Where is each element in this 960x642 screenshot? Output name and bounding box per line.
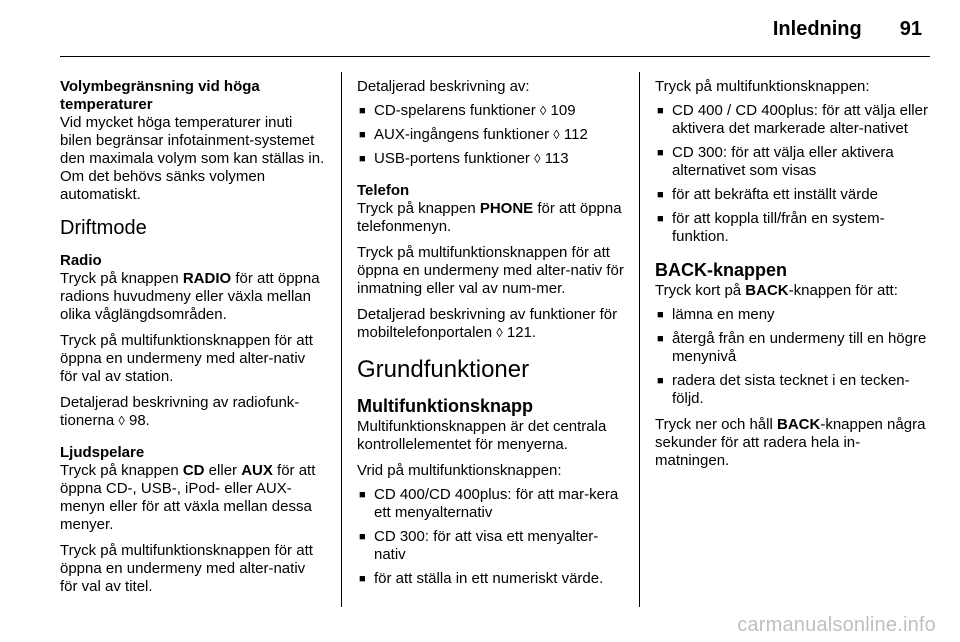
paragraph-player-2: Tryck på multifunktionsknappen för att öppna en undermeny med alter-nativ för val av titel.	[60, 542, 313, 595]
page-number: 91	[899, 18, 922, 40]
text-span: -knappen för att:	[788, 282, 898, 299]
paragraph-knob-2: Vrid på multifunktionsknappen:	[357, 462, 562, 479]
list-item: ■ CD 300: för att välja eller aktivera alternativet som visas	[655, 144, 930, 180]
key-back: BACK	[777, 416, 821, 433]
page-ref-icon: ◊	[539, 103, 547, 118]
text-span: Tryck på knappen	[60, 462, 183, 479]
text-span: Detaljerad beskrivning av radiofunk-tionerna	[60, 394, 300, 429]
column-divider-2	[639, 72, 640, 607]
knob-rotate-list	[357, 486, 625, 588]
list-item: ■ CD 400 / CD 400plus: för att välja eller aktivera det markerade alter-nativet	[655, 102, 930, 138]
list-item: ■ CD 300: för att visa ett menyalter-nativ	[357, 528, 625, 564]
page-ref-icon: ◊	[534, 151, 541, 166]
subheading-player: Ljudspelare	[60, 444, 145, 461]
list-item-text: CD-spelarens funktioner	[374, 102, 536, 119]
paragraph-phone-2: Tryck på multifunktionsknappen för att öppna en undermeny med alter-nativ för inmatning eller val av num-mer.	[357, 244, 624, 297]
page-ref-link[interactable]: 112	[563, 126, 588, 143]
subheading-radio: Radio	[60, 252, 102, 269]
page-ref-link[interactable]: 98.	[129, 412, 150, 429]
text-span: Detaljerad beskrivning av funktioner för mobiltelefonportalen	[357, 306, 618, 341]
list-item: ■ för att koppla till/från en system-funktion.	[655, 210, 930, 246]
paragraph-back-intro	[655, 282, 930, 300]
paragraph-phone-3	[357, 306, 625, 342]
paragraph-volume-limit: Vid mycket höga temperaturer inuti bilen begränsar infotainment-systemet den maximala volym som kan ställas in. Om det behövs sänks volymen automatiskt.	[60, 114, 325, 203]
list-item: ■ för att bekräfta ett inställt värde	[655, 186, 930, 204]
text-span: Tryck ner och håll	[655, 416, 777, 433]
list-item: ■ lämna en meny	[655, 306, 930, 324]
list-item-text: USB-portens funktioner	[374, 150, 530, 167]
text-span: för att öppna CD-, USB-, iPod- eller AUX-menyn eller för att växla mellan dessa menyer.	[60, 462, 316, 533]
paragraph-phone-1	[357, 200, 625, 236]
section-heading-driftmode: Driftmode	[60, 217, 147, 239]
paragraph-radio-2: Tryck på multifunktionsknappen för att öppna en undermeny med alter-nativ för val av station.	[60, 332, 313, 385]
back-list	[655, 306, 930, 408]
text-span: Tryck på knappen	[357, 200, 480, 217]
paragraph-back-hold	[655, 416, 930, 470]
knob-press-list	[655, 102, 930, 246]
list-item: ■ CD 400/CD 400plus: för att mar-kera ett menyalternativ	[357, 486, 625, 522]
list-item: ■ återgå från en undermeny till en högre menynivå	[655, 330, 930, 366]
watermark: carmanualsonline.info	[737, 614, 936, 636]
list-item: ■ radera det sista tecknet i en tecken-följd.	[655, 372, 930, 408]
text-span: eller	[204, 462, 242, 479]
page-ref-link[interactable]: 109	[550, 102, 576, 119]
list-item-text: AUX-ingångens funktioner	[374, 126, 550, 143]
paragraph-press-intro: Tryck på multifunktionsknappen:	[655, 78, 870, 95]
paragraph-details-intro: Detaljerad beskrivning av:	[357, 78, 530, 95]
list-item: ■ för att ställa in ett numeriskt värde.	[357, 570, 625, 588]
page-ref-icon: ◊	[118, 413, 125, 428]
page-title: Inledning	[772, 18, 862, 40]
column-3	[655, 78, 930, 478]
key-aux: AUX	[241, 462, 273, 479]
text-span: Tryck på knappen	[60, 270, 183, 287]
paragraph-player-1	[60, 462, 325, 534]
page-header	[773, 18, 922, 41]
key-cd: CD	[182, 462, 205, 479]
key-phone: PHONE	[479, 200, 534, 217]
subheading-multifunction-knob: Multifunktionsknapp	[357, 396, 533, 416]
subheading-back-button: BACK-knappen	[655, 260, 788, 280]
column-1	[60, 78, 325, 604]
text-span: för att öppna telefonmenyn.	[357, 200, 622, 235]
page-ref-link[interactable]: 113	[544, 150, 569, 167]
paragraph-radio-3	[60, 394, 325, 430]
chapter-heading-grundfunktioner: Grundfunktioner	[357, 356, 530, 383]
column-2	[357, 78, 625, 596]
list-item	[357, 126, 625, 144]
subheading-phone: Telefon	[357, 182, 410, 199]
page-ref-icon: ◊	[553, 127, 560, 142]
key-back: BACK	[745, 282, 789, 299]
list-item	[357, 150, 625, 168]
details-list	[357, 102, 625, 168]
paragraph-radio-1	[60, 270, 325, 324]
text-span: för att öppna radions huvudmeny eller växla mellan olika våglängdsområden.	[60, 270, 320, 323]
text-span: -knappen några sekunder för att radera hela in-matningen.	[655, 416, 926, 469]
subheading-volume-limit: Volymbegränsning vid höga temperaturer	[60, 78, 260, 113]
key-radio: RADIO	[182, 270, 232, 287]
header-rule	[60, 56, 930, 57]
page-ref-icon: ◊	[496, 325, 503, 340]
paragraph-knob-1: Multifunktionsknappen är det centrala kontrollelementet för menyerna.	[357, 418, 607, 453]
page-ref-link[interactable]: 121.	[506, 324, 537, 341]
list-item	[357, 102, 625, 120]
column-divider-1	[341, 72, 342, 607]
text-span: Tryck kort på	[655, 282, 746, 299]
